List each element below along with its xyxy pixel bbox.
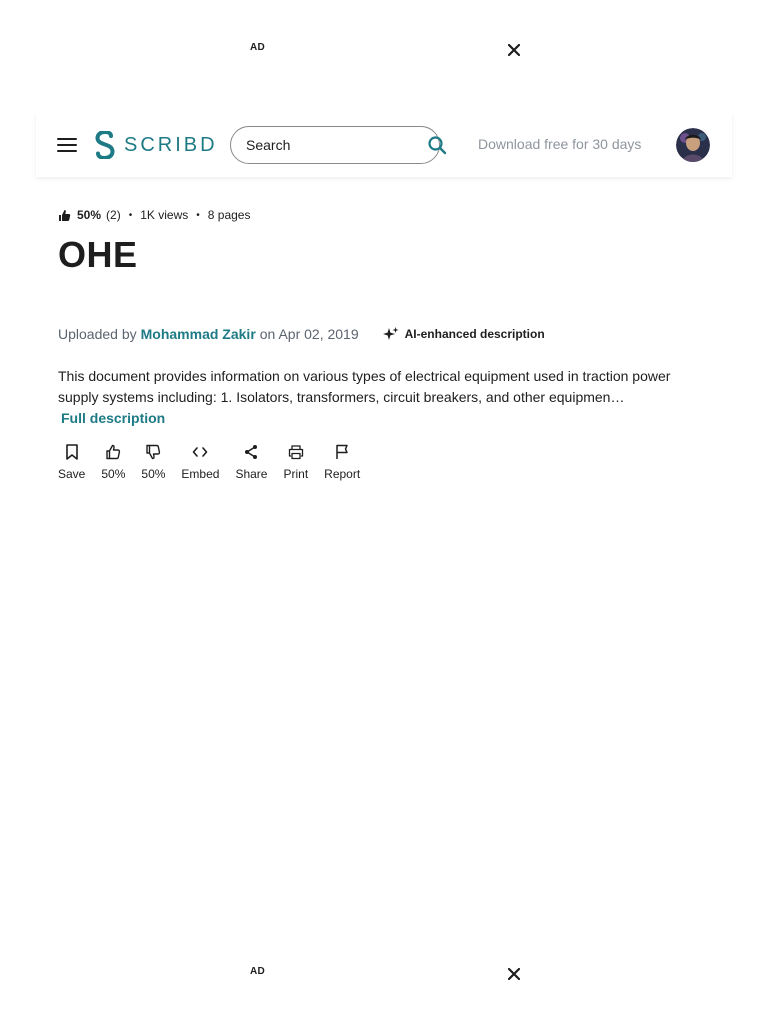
- full-description-link[interactable]: Full description: [61, 410, 166, 426]
- scribd-logo-icon: [94, 131, 116, 159]
- search-icon[interactable]: [427, 134, 447, 156]
- menu-icon-bar: [57, 144, 77, 146]
- ai-enhanced-label: AI-enhanced description: [404, 327, 545, 341]
- document-title: OHE: [58, 234, 138, 275]
- sparkle-icon: [383, 326, 399, 342]
- save-label: Save: [58, 467, 86, 481]
- printer-icon: [285, 442, 307, 462]
- code-icon: [189, 442, 211, 462]
- ad-label: AD: [250, 42, 266, 53]
- page-count: 8 pages: [207, 208, 251, 222]
- report-button[interactable]: [324, 442, 360, 481]
- document-description: This document provides information on various types of electrical equipment used in traction power supply systems including: 1. Isolators, transformers, circuit breakers, and other equipmen…: [58, 368, 671, 405]
- thumbs-up-filled-icon: [58, 209, 71, 222]
- like-percent: 50%: [101, 467, 126, 481]
- rating-percent: 50%: [77, 208, 102, 222]
- ad-label: AD: [250, 966, 266, 977]
- search-box[interactable]: [230, 126, 440, 164]
- separator-dot: •: [128, 209, 133, 221]
- flag-icon: [331, 442, 353, 462]
- logo-text: SCRIBD: [124, 133, 218, 156]
- dislike-percent: 50%: [141, 467, 166, 481]
- ad-close-button[interactable]: [504, 962, 524, 986]
- close-icon: [508, 44, 520, 56]
- upload-date: on Apr 02, 2019: [259, 326, 359, 342]
- like-button[interactable]: [101, 442, 125, 481]
- separator-dot: •: [196, 209, 200, 221]
- bottom-ad-bar: [0, 962, 768, 986]
- dislike-button[interactable]: [141, 442, 165, 481]
- author-link[interactable]: Mohammad Zakir: [140, 326, 256, 342]
- view-count: 1K views: [140, 208, 189, 222]
- thumbs-down-icon: [142, 442, 164, 462]
- ad-close-button[interactable]: [504, 38, 524, 62]
- print-label: Print: [283, 467, 309, 481]
- thumbs-up-icon: [102, 442, 124, 462]
- user-avatar[interactable]: [676, 128, 710, 162]
- rating-count: (2): [106, 208, 121, 222]
- top-ad-bar: [0, 38, 768, 62]
- save-button[interactable]: [58, 442, 85, 481]
- site-header: [36, 113, 732, 177]
- download-free-link[interactable]: Download free for 30 days: [478, 136, 642, 152]
- document-stats: [58, 208, 250, 222]
- close-icon: [508, 968, 520, 980]
- uploaded-by-label: Uploaded by: [58, 326, 137, 342]
- embed-label: Embed: [181, 467, 220, 481]
- search-input[interactable]: [246, 137, 427, 153]
- menu-icon-bar: [57, 138, 77, 140]
- share-icon: [240, 442, 262, 462]
- share-button[interactable]: [235, 442, 267, 481]
- document-actions: [58, 442, 376, 481]
- report-label: Report: [324, 467, 361, 481]
- embed-button[interactable]: [181, 442, 219, 481]
- print-button[interactable]: [283, 442, 308, 481]
- hamburger-menu-button[interactable]: [56, 135, 78, 155]
- scribd-logo[interactable]: [94, 131, 218, 159]
- ai-enhanced-tag: [383, 326, 545, 342]
- uploader-info: [58, 326, 545, 342]
- menu-icon-bar: [57, 150, 77, 152]
- share-label: Share: [235, 467, 268, 481]
- bookmark-icon: [61, 442, 83, 462]
